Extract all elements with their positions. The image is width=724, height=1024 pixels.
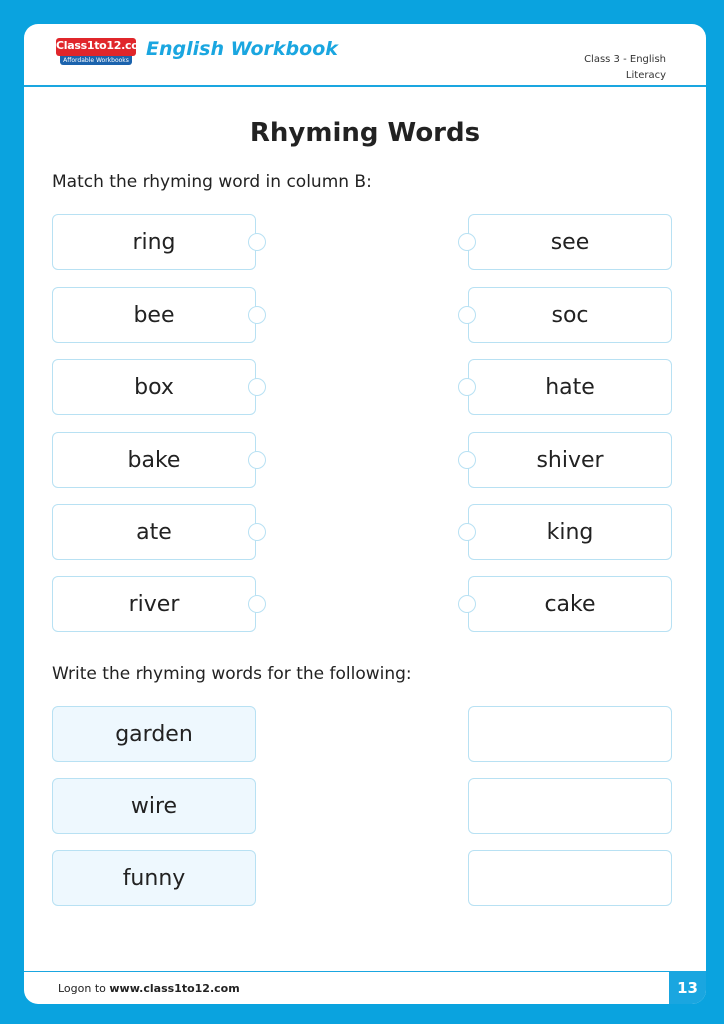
meta-line-subject: Literacy (625, 70, 666, 81)
footer-logon (58, 982, 240, 995)
match-dot[interactable] (248, 523, 266, 541)
column-a-word: ring (52, 214, 256, 270)
footer-logon-prefix: Logon to (58, 982, 110, 995)
class-meta (546, 52, 666, 84)
match-dot[interactable] (248, 595, 266, 613)
answer-box[interactable] (468, 850, 672, 906)
column-b-word: shiver (468, 432, 672, 488)
logo-tagline: Affordable Workbooks (63, 57, 129, 64)
answer-box[interactable] (468, 706, 672, 762)
column-b-word: hate (468, 359, 672, 415)
column-a-word: bake (52, 432, 256, 488)
class1to12-logo (56, 38, 150, 66)
column-b-word: king (468, 504, 672, 560)
footer-url[interactable]: www.class1to12.com (109, 982, 240, 995)
workbook-brand: English Workbook (146, 38, 338, 60)
prompt-word: garden (52, 706, 256, 762)
prompt-word: funny (52, 850, 256, 906)
match-dot[interactable] (458, 306, 476, 324)
answer-box[interactable] (468, 778, 672, 834)
match-dot[interactable] (248, 233, 266, 251)
column-b-word: cake (468, 576, 672, 632)
column-a-word: ate (52, 504, 256, 560)
column-a-word: bee (52, 287, 256, 343)
match-dot[interactable] (248, 378, 266, 396)
column-b-word: soc (468, 287, 672, 343)
logo-text: Class1to12.com (56, 39, 150, 52)
match-dot[interactable] (458, 595, 476, 613)
match-instruction: Match the rhyming word in column B: (52, 172, 372, 192)
write-instruction: Write the rhyming words for the following: (52, 664, 412, 684)
page-number: 13 (669, 972, 706, 1004)
meta-line-class: Class 3 - English (584, 54, 666, 65)
header-divider (24, 85, 706, 87)
column-a-word: river (52, 576, 256, 632)
match-dot[interactable] (458, 378, 476, 396)
page-header (24, 24, 706, 86)
match-dot[interactable] (458, 523, 476, 541)
match-dot[interactable] (458, 233, 476, 251)
prompt-word: wire (52, 778, 256, 834)
page-title: Rhyming Words (249, 118, 481, 148)
match-dot[interactable] (458, 451, 476, 469)
match-dot[interactable] (248, 306, 266, 324)
match-dot[interactable] (248, 451, 266, 469)
column-a-word: box (52, 359, 256, 415)
footer-divider (24, 971, 706, 972)
worksheet-page (24, 24, 706, 1004)
column-b-word: see (468, 214, 672, 270)
